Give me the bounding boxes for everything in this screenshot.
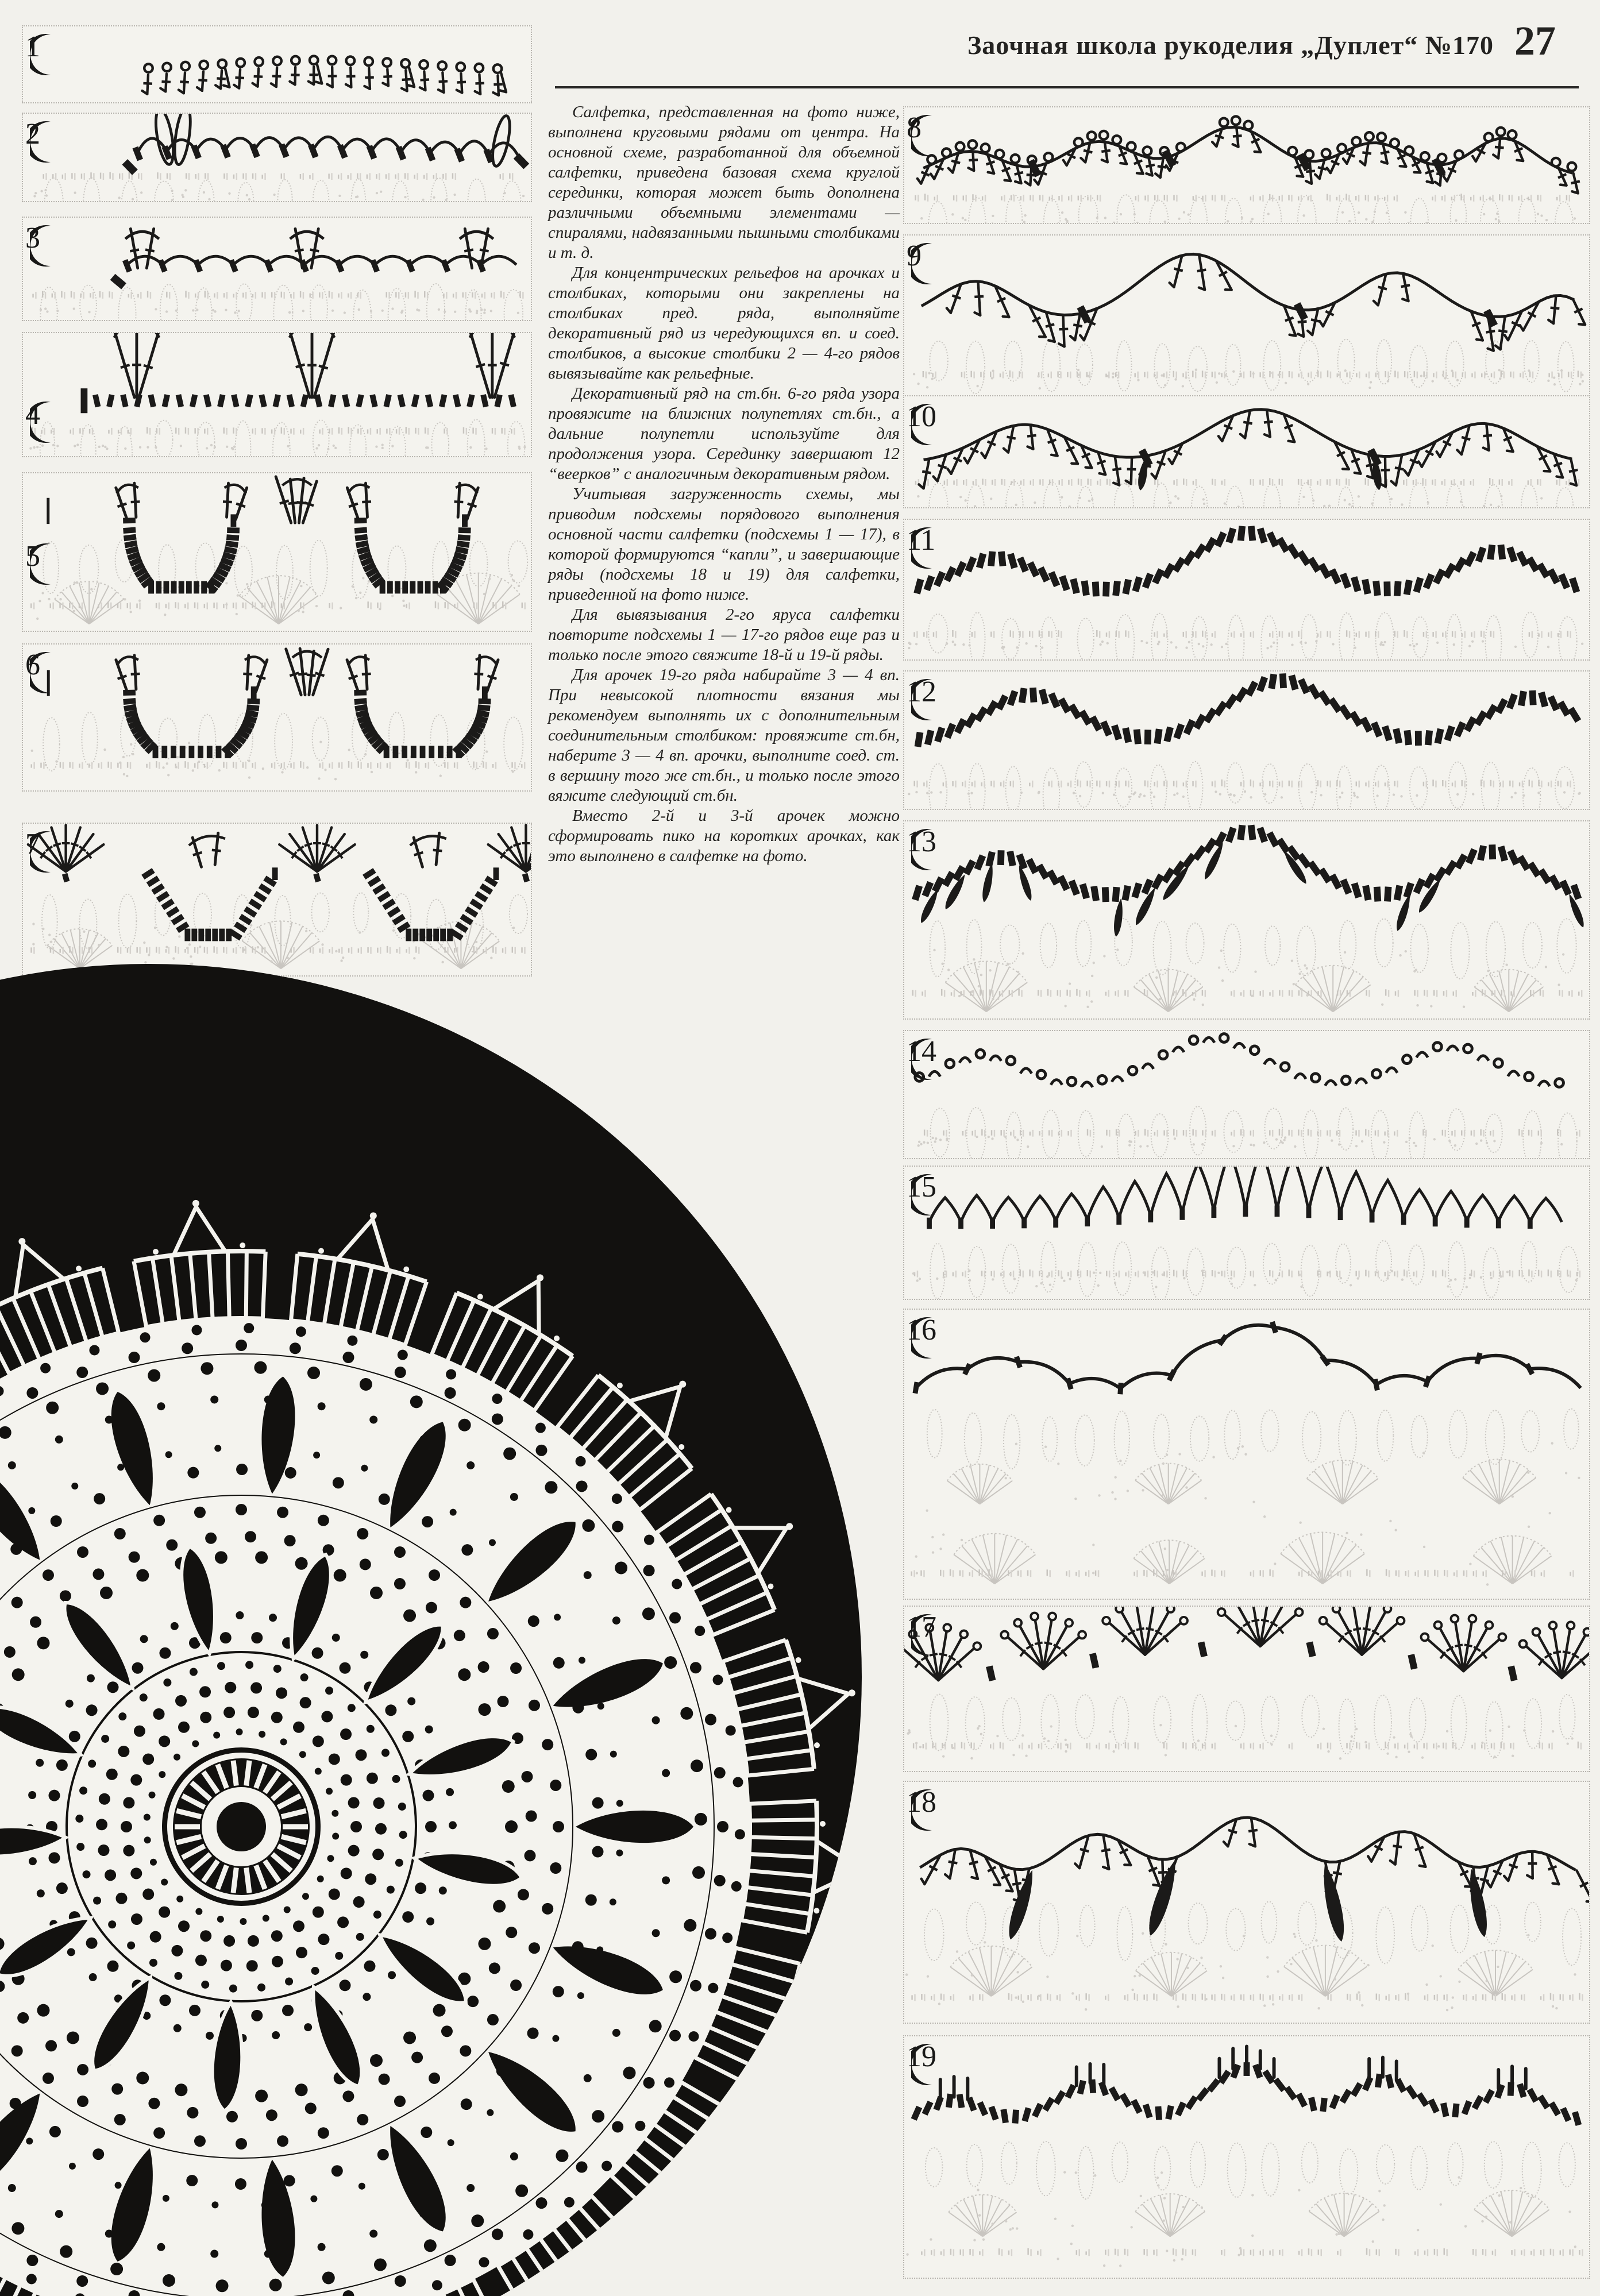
crescent-mark [911, 112, 936, 159]
crescent-mark [30, 222, 55, 269]
crochet-chart-1 [23, 26, 531, 102]
crochet-chart-18 [904, 1782, 1589, 2023]
panel-number-text: 9 [907, 240, 922, 272]
panel-number-text: 12 [907, 676, 936, 708]
diagram-panel-5 [22, 472, 532, 632]
panel-number [907, 1611, 936, 1643]
crochet-chart-6 [23, 645, 531, 790]
diagram-panel-2 [22, 113, 532, 202]
crochet-chart-9 [904, 236, 1589, 400]
crochet-chart-4 [23, 333, 531, 456]
crochet-chart-12 [904, 672, 1589, 809]
diagram-panel-17 [903, 1606, 1590, 1772]
crescent-mark [30, 31, 55, 78]
panel-number [25, 398, 40, 431]
panel-number [907, 1786, 936, 1819]
panel-number [25, 828, 40, 860]
crescent-mark [911, 1314, 936, 1361]
diagram-panel-9 [903, 234, 1590, 401]
page-number: 27 [1514, 18, 1556, 64]
panel-number-text: 8 [907, 111, 922, 144]
diagram-panel-1 [22, 25, 532, 103]
panel-number [907, 1035, 936, 1068]
crescent-mark [911, 240, 936, 287]
diagram-panel-4 [22, 332, 532, 457]
diagram-panel-15 [903, 1166, 1590, 1300]
crescent-mark [911, 1171, 936, 1218]
panel-number-text: 16 [907, 1314, 936, 1346]
crochet-chart-13 [904, 821, 1589, 1018]
diagram-panel-12 [903, 670, 1590, 810]
panel-number [907, 825, 936, 858]
doily-photo [0, 954, 899, 2296]
diagram-panel-11 [903, 519, 1590, 661]
panel-number [907, 240, 922, 272]
panel-number-text: 13 [907, 825, 936, 858]
crochet-chart-19 [904, 2036, 1589, 2278]
crochet-chart-14 [904, 1031, 1589, 1158]
panel-number [25, 649, 40, 681]
panel-number [25, 30, 40, 63]
diagram-panel-19 [903, 2035, 1590, 2279]
crescent-mark [911, 401, 936, 448]
panel-number [907, 524, 936, 557]
diagram-panel-8 [903, 106, 1590, 224]
article-paragraph: Вместо 2-й и 3-й арочек можно сформировать пико на коротких арочках, как это выполнено в салфетке на фото. [548, 807, 900, 865]
page-title: Заочная школа рукоделия „Дуплет“ №170 [967, 30, 1494, 60]
crescent-mark [30, 541, 55, 588]
crochet-chart-7 [23, 824, 531, 975]
crescent-mark [911, 676, 936, 723]
panel-number-text: 4 [25, 398, 40, 431]
article-paragraph: Для вывязывания 2-го яруса салфетки повторите подсхемы 1 — 17-го рядов еще раз и только после этого свяжите 18-й и 19-й ряды. [548, 605, 900, 664]
crochet-chart-3 [23, 218, 531, 320]
panel-number [907, 1314, 936, 1346]
panel-number-text: 15 [907, 1171, 936, 1203]
panel-number-text: 6 [25, 649, 40, 681]
panel-number-text: 19 [907, 2040, 936, 2073]
crescent-mark [30, 828, 55, 875]
article-paragraph: Для концентрических рельефов на арочках и столбиках, которыми они закреплены на столбиках пред. ряда, выполняйте декоративный ряд из чередующихся вп. и соед. столбиков, а высокие столбики 2 — 4-го рядов вывязывайте как рельефные. [548, 264, 900, 383]
crochet-chart-10 [904, 396, 1589, 507]
panel-number-text: 7 [25, 828, 40, 860]
crescent-mark [30, 118, 55, 165]
crochet-chart-16 [904, 1310, 1589, 1599]
article-paragraph: Декоративный ряд на ст.бн. 6-го ряда узора провяжите на ближних полупетлях ст.бн., а дальние полупетли используйте для продолжения узора. Серединку завершают 12 “веерков” с аналогичным декоративным рядом. [548, 384, 900, 483]
article-paragraph: Для арочек 19-го ряда набирайте 3 — 4 вп. При невысокой плотности вязания мы рекомендуем выполнять их с дополнительным соединительным столбиком: провяжите ст.бн, наберите 3 — 4 вп. арочки, выполните соед. ст. в вершину того же ст.бн., и только после этого вяжите следующий ст.бн. [548, 666, 900, 805]
article-text-column [548, 102, 900, 866]
panel-number [907, 2040, 936, 2073]
crescent-mark [911, 524, 936, 572]
panel-number [25, 118, 40, 151]
panel-number-text: 11 [907, 524, 936, 557]
panel-number [907, 111, 922, 144]
header-divider [555, 86, 1579, 88]
diagram-panel-6 [22, 643, 532, 792]
crochet-chart-8 [904, 107, 1589, 223]
panel-number-text: 1 [25, 30, 40, 63]
panel-number-text: 10 [907, 400, 936, 433]
crescent-mark [911, 1786, 936, 1834]
crochet-chart-5 [23, 473, 531, 631]
crochet-chart-17 [904, 1607, 1589, 1771]
panel-number [907, 400, 936, 433]
crochet-chart-15 [904, 1167, 1589, 1299]
crescent-mark [30, 649, 55, 696]
diagram-panel-10 [903, 395, 1590, 508]
panel-number [907, 1171, 936, 1203]
diagram-panel-3 [22, 217, 532, 321]
doily-lace-illustration [0, 954, 899, 2296]
article-paragraph: Салфетка, представленная на фото ниже, выполнена круговыми рядами от центра. На основной схеме, разработанной для объемной салфетки, приведена базовая схема круглой серединки, которая может быть дополнена различными объемными элементами — спиралями, надвязанными пышными столбиками и т. д. [548, 103, 900, 262]
panel-number [907, 676, 936, 708]
panel-number-text: 17 [907, 1611, 936, 1643]
panel-number-text: 14 [907, 1035, 936, 1068]
panel-number [25, 539, 40, 573]
crescent-mark [911, 1036, 936, 1083]
panel-number [25, 222, 40, 254]
crochet-chart-11 [904, 520, 1589, 659]
diagram-panel-18 [903, 1781, 1590, 2024]
diagram-panel-13 [903, 820, 1590, 1020]
panel-number-text: 18 [907, 1786, 936, 1819]
article-paragraph: Учитывая загруженность схемы, мы приводим подсхемы порядового выполнения основной части салфетки (подсхемы 1 — 17), в которой формируются “капли”, и завершающие ряды (подсхемы 18 и 19) для салфетки, приведенной на фото ниже. [548, 485, 900, 604]
crescent-mark [911, 2041, 936, 2088]
panel-number-text: 5 [25, 539, 40, 573]
panel-number-text: 2 [25, 118, 40, 151]
diagram-panel-14 [903, 1030, 1590, 1159]
diagram-panel-16 [903, 1309, 1590, 1600]
crochet-chart-2 [23, 114, 531, 201]
crescent-mark [911, 1611, 936, 1658]
crescent-mark [30, 399, 55, 446]
crescent-mark [911, 826, 936, 873]
panel-number-text: 3 [25, 222, 40, 254]
